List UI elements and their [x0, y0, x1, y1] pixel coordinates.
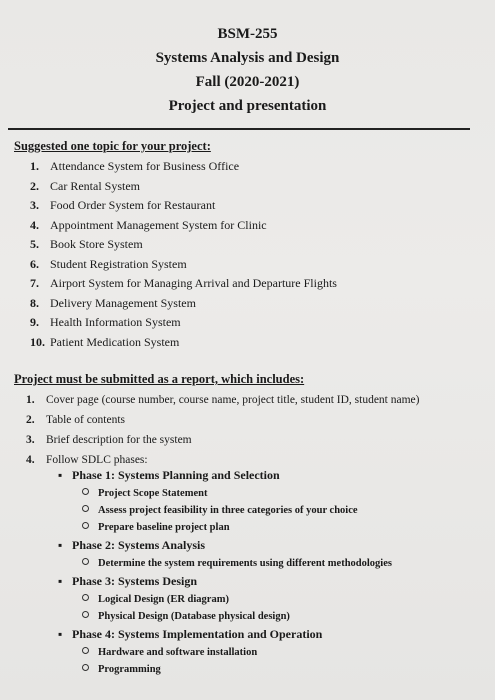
document-header	[0, 22, 495, 118]
item-number: 10.	[30, 334, 45, 349]
phase-title: Phase 2: Systems Analysis	[72, 538, 206, 552]
bullet-icon: ▪	[58, 627, 63, 641]
sub-item	[82, 608, 478, 625]
item-text: Cover page (course number, course name, project title, student ID, student name)	[46, 394, 420, 406]
sub-item-text: Hardware and software installation	[98, 647, 258, 658]
circle-bullet-icon	[82, 558, 89, 565]
sub-item	[82, 502, 478, 519]
phase-subitems	[58, 644, 478, 678]
phase-subitems	[58, 591, 478, 625]
list-item	[30, 157, 337, 177]
bullet-icon: ▪	[58, 538, 63, 552]
list-item	[30, 196, 337, 216]
sub-item	[82, 661, 478, 678]
item-number: 9.	[30, 315, 39, 329]
item-text: Car Rental System	[50, 178, 140, 193]
item-number: 3.	[26, 434, 35, 446]
phase-subitems	[58, 485, 478, 536]
circle-bullet-icon	[82, 647, 89, 654]
item-number: 5.	[30, 237, 39, 251]
list-item	[26, 410, 420, 430]
phase-title: Phase 3: Systems Design	[72, 574, 197, 588]
sub-item	[82, 644, 478, 661]
sub-item	[82, 555, 478, 572]
item-text: Table of contents	[46, 414, 126, 426]
item-number: 1.	[30, 159, 39, 173]
item-number: 3.	[30, 198, 39, 212]
circle-bullet-icon	[82, 664, 89, 671]
circle-bullet-icon	[82, 488, 89, 495]
phase-title: Phase 1: Systems Planning and Selection	[72, 468, 280, 482]
circle-bullet-icon	[82, 611, 89, 618]
item-text: Delivery Management System	[50, 295, 196, 310]
sub-item-text: Assess project feasibility in three categories of your choice	[98, 505, 358, 516]
circle-bullet-icon	[82, 594, 89, 601]
item-number: 4.	[26, 454, 35, 466]
phase-item	[58, 625, 478, 678]
item-text: Food Order System for Restaurant	[50, 198, 216, 212]
phase-item	[58, 536, 478, 572]
term: Fall (2020-2021)	[195, 74, 300, 90]
topics-heading: Suggested one topic for your project:	[14, 139, 211, 153]
phase-item	[58, 572, 478, 625]
sub-item	[82, 591, 478, 608]
list-item	[26, 430, 420, 450]
list-item	[30, 177, 337, 197]
report-heading: Project must be submitted as a report, which includes:	[14, 372, 305, 386]
list-item	[26, 390, 420, 410]
sub-item-text: Physical Design (Database physical design)	[98, 611, 290, 622]
circle-bullet-icon	[82, 522, 89, 529]
item-number: 2.	[30, 178, 39, 193]
sub-item-text: Logical Design (ER diagram)	[98, 594, 229, 605]
item-text: Book Store System	[50, 237, 143, 251]
header-divider	[8, 128, 470, 130]
list-item	[30, 274, 337, 294]
phase-title: Phase 4: Systems Implementation and Operation	[72, 627, 323, 641]
sub-item	[82, 485, 478, 502]
item-number: 8.	[30, 295, 39, 310]
list-item	[30, 294, 337, 314]
item-number: 4.	[30, 217, 39, 232]
course-code: BSM-255	[217, 26, 278, 42]
item-text: Student Registration System	[50, 256, 187, 271]
phase-item	[58, 466, 478, 536]
item-text: Health Information System	[50, 315, 181, 329]
list-item	[30, 255, 337, 275]
sdlc-phases-list	[58, 466, 478, 678]
item-text: Follow SDLC phases:	[46, 454, 148, 466]
sub-item-text: Programming	[98, 664, 161, 675]
list-item	[30, 235, 337, 255]
course-title: Systems Analysis and Design	[155, 50, 340, 66]
item-text: Appointment Management System for Clinic	[50, 217, 267, 232]
sub-item-text: Project Scope Statement	[98, 488, 208, 499]
bullet-icon: ▪	[58, 574, 63, 588]
item-text: Airport System for Managing Arrival and Departure Flights	[50, 276, 337, 290]
item-number: 7.	[30, 276, 39, 290]
item-text: Brief description for the system	[46, 434, 192, 446]
item-number: 1.	[26, 394, 35, 406]
list-item	[30, 313, 337, 333]
sub-item-text: Prepare baseline project plan	[98, 522, 230, 533]
circle-bullet-icon	[82, 505, 89, 512]
sub-item-text: Determine the system requirements using different methodologies	[98, 558, 392, 569]
item-number: 2.	[26, 414, 35, 426]
sub-item	[82, 519, 478, 536]
item-number: 6.	[30, 256, 39, 271]
phase-subitems	[58, 555, 478, 572]
bullet-icon: ▪	[58, 468, 63, 482]
list-item	[30, 216, 337, 236]
topics-list	[30, 157, 337, 352]
document-subtitle: Project and presentation	[168, 98, 327, 114]
list-item	[30, 333, 337, 353]
item-text: Patient Medication System	[50, 334, 180, 349]
report-requirements-list	[26, 390, 420, 470]
item-text: Attendance System for Business Office	[50, 159, 240, 173]
